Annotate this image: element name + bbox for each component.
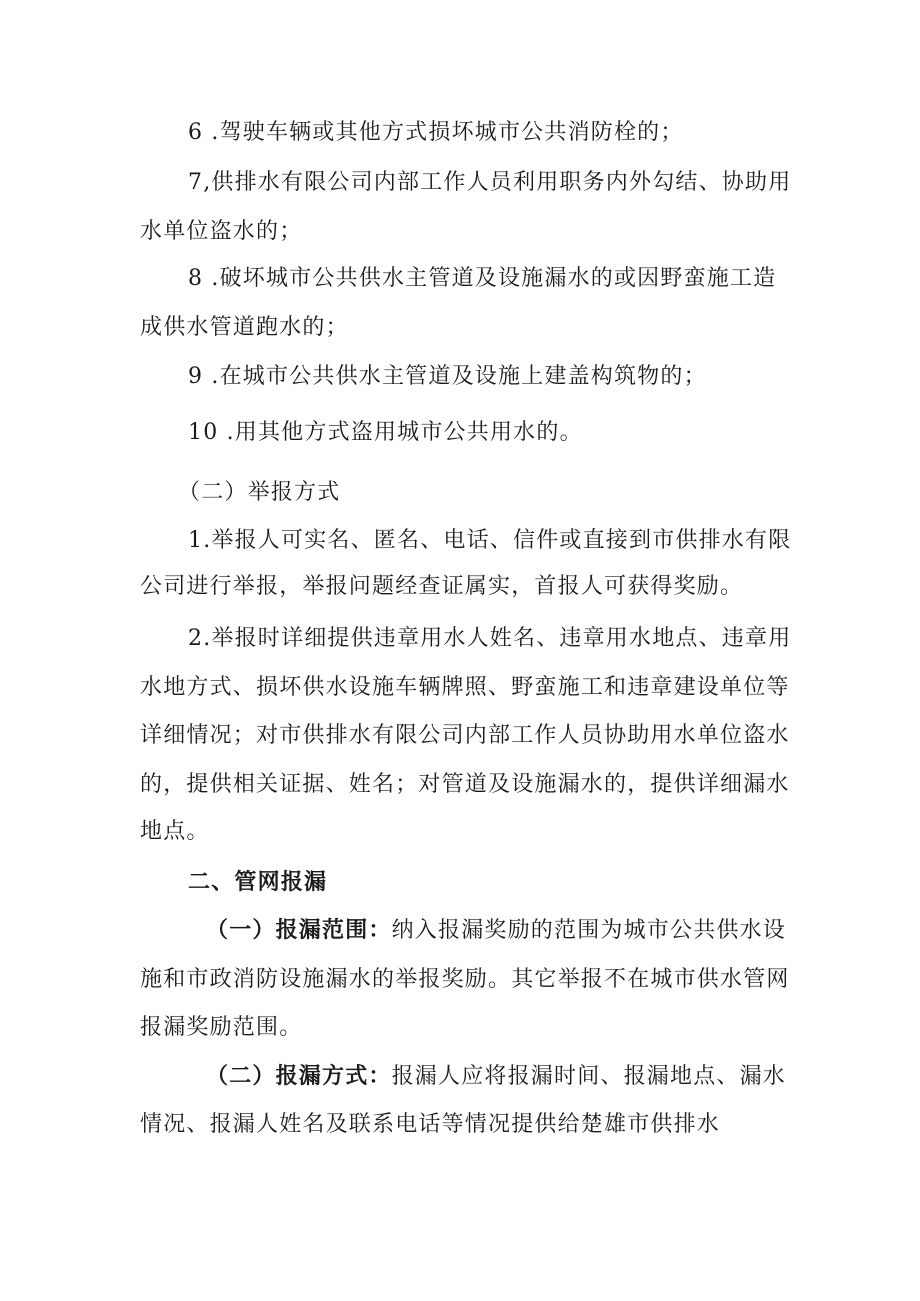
leak-scope-line1 (206, 916, 846, 946)
leak-scope-line3: 报漏奖励范围。 (140, 1015, 303, 1040)
report-method-p2-line5: 地点。 (140, 819, 210, 844)
report-method-p2-line1: 2.举报时详细提供违章用水人姓名、违章用水地点、违章用 (188, 626, 792, 651)
leak-method-label: （二）报漏方式： (206, 1064, 392, 1089)
report-method-heading: （二）举报方式 (178, 480, 341, 505)
leak-method-line1 (206, 1062, 846, 1092)
list-item-10: 10 .用其他方式盗用城市公共用水的。 (188, 420, 583, 445)
section2-heading (188, 868, 828, 898)
report-method-p2-line2: 水地方式、损坏供水设施车辆牌照、野蛮施工和违章建设单位等 (140, 675, 790, 700)
list-item-7-line2: 水单位盗水的； (140, 219, 303, 244)
section2-heading-text: 二、管网报漏 (188, 870, 328, 895)
list-item-7-line1: 7,供排水有限公司内部工作人员利用职务内外勾结、协助用 (188, 170, 792, 195)
list-item-8-line1: 8 .破坏城市公共供水主管道及设施漏水的或因野蛮施工造 (188, 266, 777, 291)
leak-method-text: 报漏人应将报漏时间、报漏地点、漏水 (391, 1064, 787, 1089)
list-item-6: 6 .驾驶车辆或其他方式损坏城市公共消防栓的； (188, 120, 684, 145)
report-method-p2-line3: 详细情况；对市供排水有限公司内部工作人员协助用水单位盗水 (140, 723, 790, 748)
list-item-9: 9 .在城市公共供水主管道及设施上建盖构筑物的； (188, 364, 707, 389)
leak-scope-label: （一）报漏范围： (206, 918, 392, 943)
report-method-p2-line4: 的，提供相关证据、姓名；对管道及设施漏水的，提供详细漏水 (140, 772, 790, 797)
report-method-p1-line1: 1.举报人可实名、匿名、电话、信件或直接到市供排水有限 (188, 528, 792, 553)
leak-scope-line2: 施和市政消防设施漏水的举报奖励。其它举报不在城市供水管网 (140, 967, 790, 992)
leak-method-line2: 情况、报漏人姓名及联系电话等情况提供给楚雄市供排水 (140, 1112, 721, 1137)
list-item-8-line2: 成供水管道跑水的； (140, 315, 349, 340)
leak-scope-text: 纳入报漏奖励的范围为城市公共供水设 (391, 918, 787, 943)
report-method-p1-line2: 公司进行举报，举报问题经查证属实，首报人可获得奖励。 (140, 574, 744, 599)
